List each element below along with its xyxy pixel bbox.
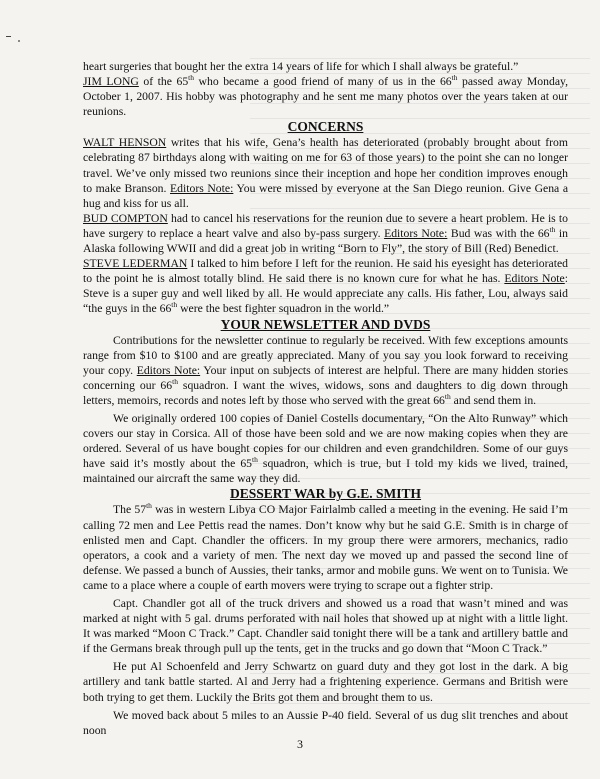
paragraph-moon-c-track: Capt. Chandler got all of the truck drivers and showed us a road that wasn’t mined and was marked at night with 5 gal. drums perforated with nail holes that showed up at night with a little light. It was marked “Moon C Track.” Capt. Chandler said tonight there will be a tank and artillery battle and if the Germans break through pull up the tents, get in the trucks and go down that “Moon C Track.” — [83, 597, 568, 656]
page-content — [83, 59, 568, 738]
paragraph-aussie-field: We moved back about 5 miles to an Aussie P-40 field. Several of us dug slit trenches and about noon — [83, 708, 568, 737]
editors-note-label: Editors Note — [504, 272, 565, 286]
name-walt-henson: WALT HENSON — [83, 136, 167, 150]
editors-note-label: Editors Note: — [384, 226, 448, 240]
paragraph-jim-long: JIM LONG of the 65th who became a good friend of many of us in the 66th passed away Monday, October 1, 2007. His hobby was photography and he sent me many photos over the years taken at our reunions. — [83, 73, 569, 119]
heading-concerns: CONCERNS — [287, 119, 364, 135]
paragraph-contributions: Contributions for the newsletter continue to regularly be received. With few exceptions amounts range from $10 to $100 and are greatly appreciated. Many of you say you look forward to receiving your copy. Editors Note: Your input on subjects of interest are helpful. There are many hidden stories concerning our 66th squadron. I want the wives, widows, sons and daughters to dig down through letters, memoirs, records and notes left by those who served with the great 66th and send them in. — [83, 333, 568, 407]
editors-note-label: Editors Note: — [136, 363, 201, 377]
scan-speck — [6, 36, 11, 37]
paragraph-bud-compton: BUD COMPTON had to cancel his reservations for the reunion due to severe a heart problem. He is to have surgery to replace a heart valve and also by-pass surgery. Editors Note: Bud was with the 66th in Alaska following WWII and did a great job in writing “Born to Fly”, the story of Bill (Red) Benedict. — [83, 211, 569, 256]
paragraph-libya-meeting: The 57th was in western Libya CO Major Fairlalmb called a meeting in the evening. He said I’m calling 72 men and Lee Pettis read the names. Don’t know why but he said G.E. Smith is in charge of enlisted men and Capt. Chandler the officers. In my group there were armorers, mechanics, radio operators, a cook and a variety of men. The next day we moved up and passed the second line of defense. We passed a bunch of Aussies, their tanks, armor and mobile guns. We went on to Tunisia. We came to a place where a couple of earth movers were trying to scrape out a fighter strip. — [83, 501, 568, 592]
paragraph-guard-duty: He put Al Schoenfeld and Jerry Schwartz on guard duty and they got lost in the dark. A big artillery and tank battle started. Al and Jerry had a frightening experience. Germans and British were both trying to get them. Luckily the Brits got them and brought them to us. — [83, 660, 568, 704]
heading-newsletter-dvds: YOUR NEWSLETTER AND DVDS — [220, 316, 431, 332]
paragraph-walt-henson: WALT HENSON writes that his wife, Gena’s health has deteriorated (probably brought about from celebrating 87 birthdays along with waiting on me for 63 of those years) to the point she can no longer travel. We’ve only missed two reunions since their inception and hope her condition improves enough to make Branson. Editors Note: You were missed by everyone at the San Diego reunion. Give Gena a hug and kiss for us all. — [83, 136, 569, 210]
scan-speck — [18, 40, 20, 42]
editors-note-label: Editors Note: — [170, 181, 234, 195]
name-jim-long: JIM LONG — [83, 75, 139, 89]
name-steve-lederman: STEVE LEDERMAN — [83, 257, 188, 271]
page-number: 3 — [297, 737, 303, 751]
paragraph-steve-lederman: STEVE LEDERMAN I talked to him before I left for the reunion. He said his eyesight has deteriorated to the point he is almost totally blind. He said there is no known cure for what he has. Editors Note: Steve is a super guy and well liked by all. He would appreciate any calls. His father, Lou, always said “the guys in the 66th were the best fighter squadron in the world.” — [83, 257, 568, 316]
paragraph-heart-surgeries: heart surgeries that bought her the extra 14 years of life for which I shall always be grateful.” — [83, 60, 519, 73]
paragraph-documentary: We originally ordered 100 copies of Daniel Costells documentary, “On the Alto Runway” which covers our stay in Corsica. All of those have been sold and we are now making copies when they are ordered. Several of us have bought copies for our children and even grandchildren. Some of our guys have said it’s mostly about the 65th squadron, which is true, but I told my kids we lived, trained, maintained our aircraft the same way they did. — [83, 411, 568, 486]
name-bud-compton: BUD COMPTON — [83, 211, 168, 225]
heading-dessert-war: DESSERT WAR by G.E. SMITH — [229, 486, 422, 502]
